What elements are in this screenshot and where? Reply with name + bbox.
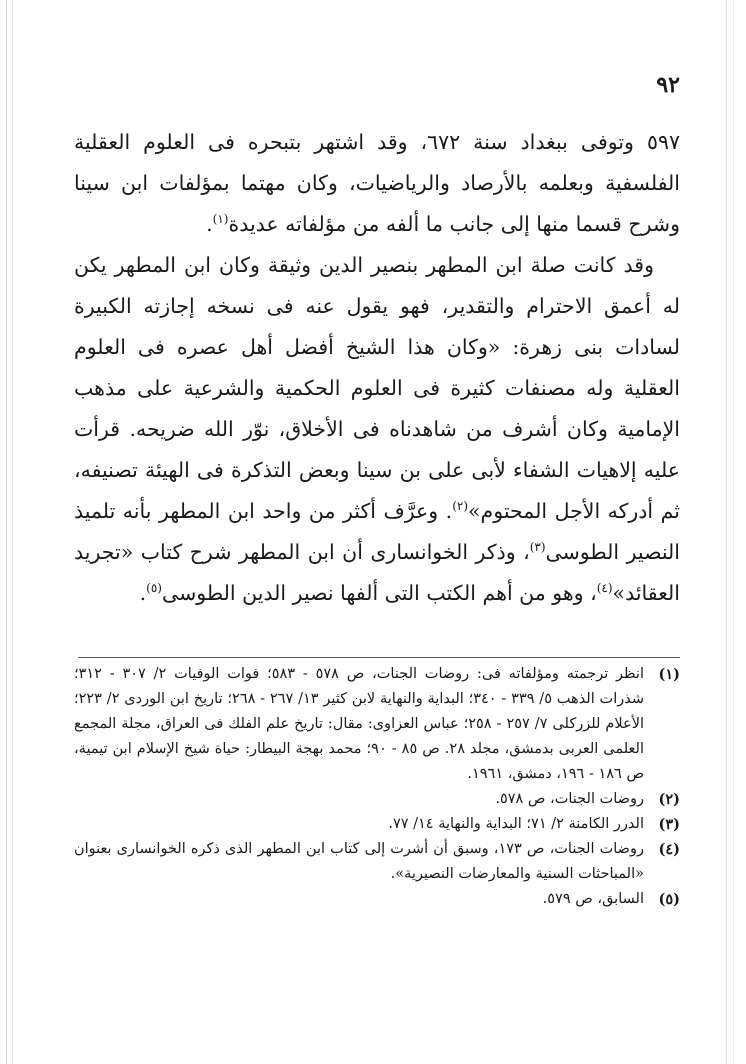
footnote-ref-5[interactable]: (٥) xyxy=(146,581,162,596)
scan-edge-line xyxy=(733,0,734,1064)
footnote-divider xyxy=(78,657,680,658)
page-number: ٩٢ xyxy=(656,72,680,98)
paragraph-2-end: . xyxy=(139,581,147,605)
footnote-number: (٢) xyxy=(658,791,680,808)
footnote-ref-4[interactable]: (٤) xyxy=(596,581,613,596)
paragraph-1 xyxy=(74,122,680,245)
paragraph-2-part-1: وقد كانت صلة ابن المطهر بنصير الدين وثيقة وكان ابن المطهر يكن له أعمق الاحترام والتقدير، فهو يقول عنه فى نسخه إجازته الكبيرة لسادات بنى زهرة: «وكان هذا الشيخ أفضل أهل عصره فى العلوم العقلية وله مصنفات كثيرة فى العلوم الحكمية والشرعية على مذهب الإمامية وكان أشرف من شاهدناه فى الأخلاق، نوّر الله ضريحه. قرأت عليه إلاهيات الشفاء لأبى على بن سينا وبعض التذكرة فى الهيئة تصنيفه، ثم أدركه الأجل المحتوم» xyxy=(74,253,680,523)
footnote-number: (٤) xyxy=(658,841,680,858)
paragraph-2-part-2: . وعرَّف أكثر من واحد ابن المطهر بأنه تلميذ النصير الطوسى xyxy=(74,499,680,564)
footnote-2 xyxy=(74,787,680,812)
footnote-text: السابق، ص ٥٧٩. xyxy=(542,891,644,907)
footnote-text: الدرر الكامنة ٢/ ٧١؛ البداية والنهاية ١٤/ ٧٧. xyxy=(388,816,644,832)
footnote-text: روضات الجنات، ص ٥٧٨. xyxy=(495,791,644,807)
footnote-number: (١) xyxy=(658,666,680,683)
footnote-1 xyxy=(74,662,680,787)
paragraph-2-part-3: ، وذكر الخوانسارى أن ابن المطهر شرح كتاب «تجريد العقائد» xyxy=(74,540,680,605)
footnotes xyxy=(74,662,680,912)
paragraph-2 xyxy=(74,245,680,614)
footnote-4 xyxy=(74,837,680,887)
paragraph-1-end: . xyxy=(206,212,213,236)
footnote-text: روضات الجنات، ص ١٧٣، وسبق أن أشرت إلى كتاب ابن المطهر الذى ذكره الخوانسارى بعنوان «المباحثات السنية والمعارضات النصيرية». xyxy=(74,841,644,882)
footnote-ref-3[interactable]: (٣) xyxy=(529,540,546,555)
footnote-ref-2[interactable]: (٢) xyxy=(452,499,469,514)
footnote-number: (٥) xyxy=(658,891,680,908)
paragraph-1-text: ٥٩٧ وتوفى ببغداد سنة ٦٧٢، وقد اشتهر بتبحره فى العلوم العقلية الفلسفية وبعلمه بالأرصاد والرياضيات، وكان مهتما بمؤلفات ابن سينا وشرح قسما منها إلى جانب ما ألفه من مؤلفاته عديدة xyxy=(74,130,680,236)
footnote-3 xyxy=(74,812,680,837)
footnote-5 xyxy=(74,887,680,912)
footnote-ref-1[interactable]: (١) xyxy=(212,212,229,227)
scan-edge-line xyxy=(12,0,13,1064)
scan-edge-line xyxy=(6,0,7,1064)
scan-edge-line xyxy=(726,0,727,1064)
footnote-text: انظر ترجمته ومؤلفاته فى: روضات الجنات، ص ٥٧٨ - ٥٨٣؛ فوات الوفيات ٢/ ٣٠٧ - ٣١٢؛ شذرات الذهب ٥/ ٣٣٩ - ٣٤٠؛ البداية والنهاية لابن كثير ١٣/ ٢٦٧ - ٢٦٨؛ تاريخ ابن الوردى ٢/ ٢٢٣؛ الأعلام للزركلى ٧/ ٢٥٧ - ٢٥٨؛ عباس العزاوى: مقال: تاريخ علم الفلك فى العراق، مجلة المجمع العلمى العربى بدمشق، مجلد ٢٨. ص ٨٥ - ٩٠؛ محمد بهجة البيطار: حياة شيخ الإسلام ابن تيمية، ص ١٨٦ - ١٩٦، دمشق، ١٩٦١. xyxy=(74,666,645,782)
footnote-number: (٣) xyxy=(658,816,680,833)
paragraph-2-part-4: ، وهو من أهم الكتب التى ألفها نصير الدين الطوسى xyxy=(161,581,597,605)
main-text xyxy=(74,122,680,614)
